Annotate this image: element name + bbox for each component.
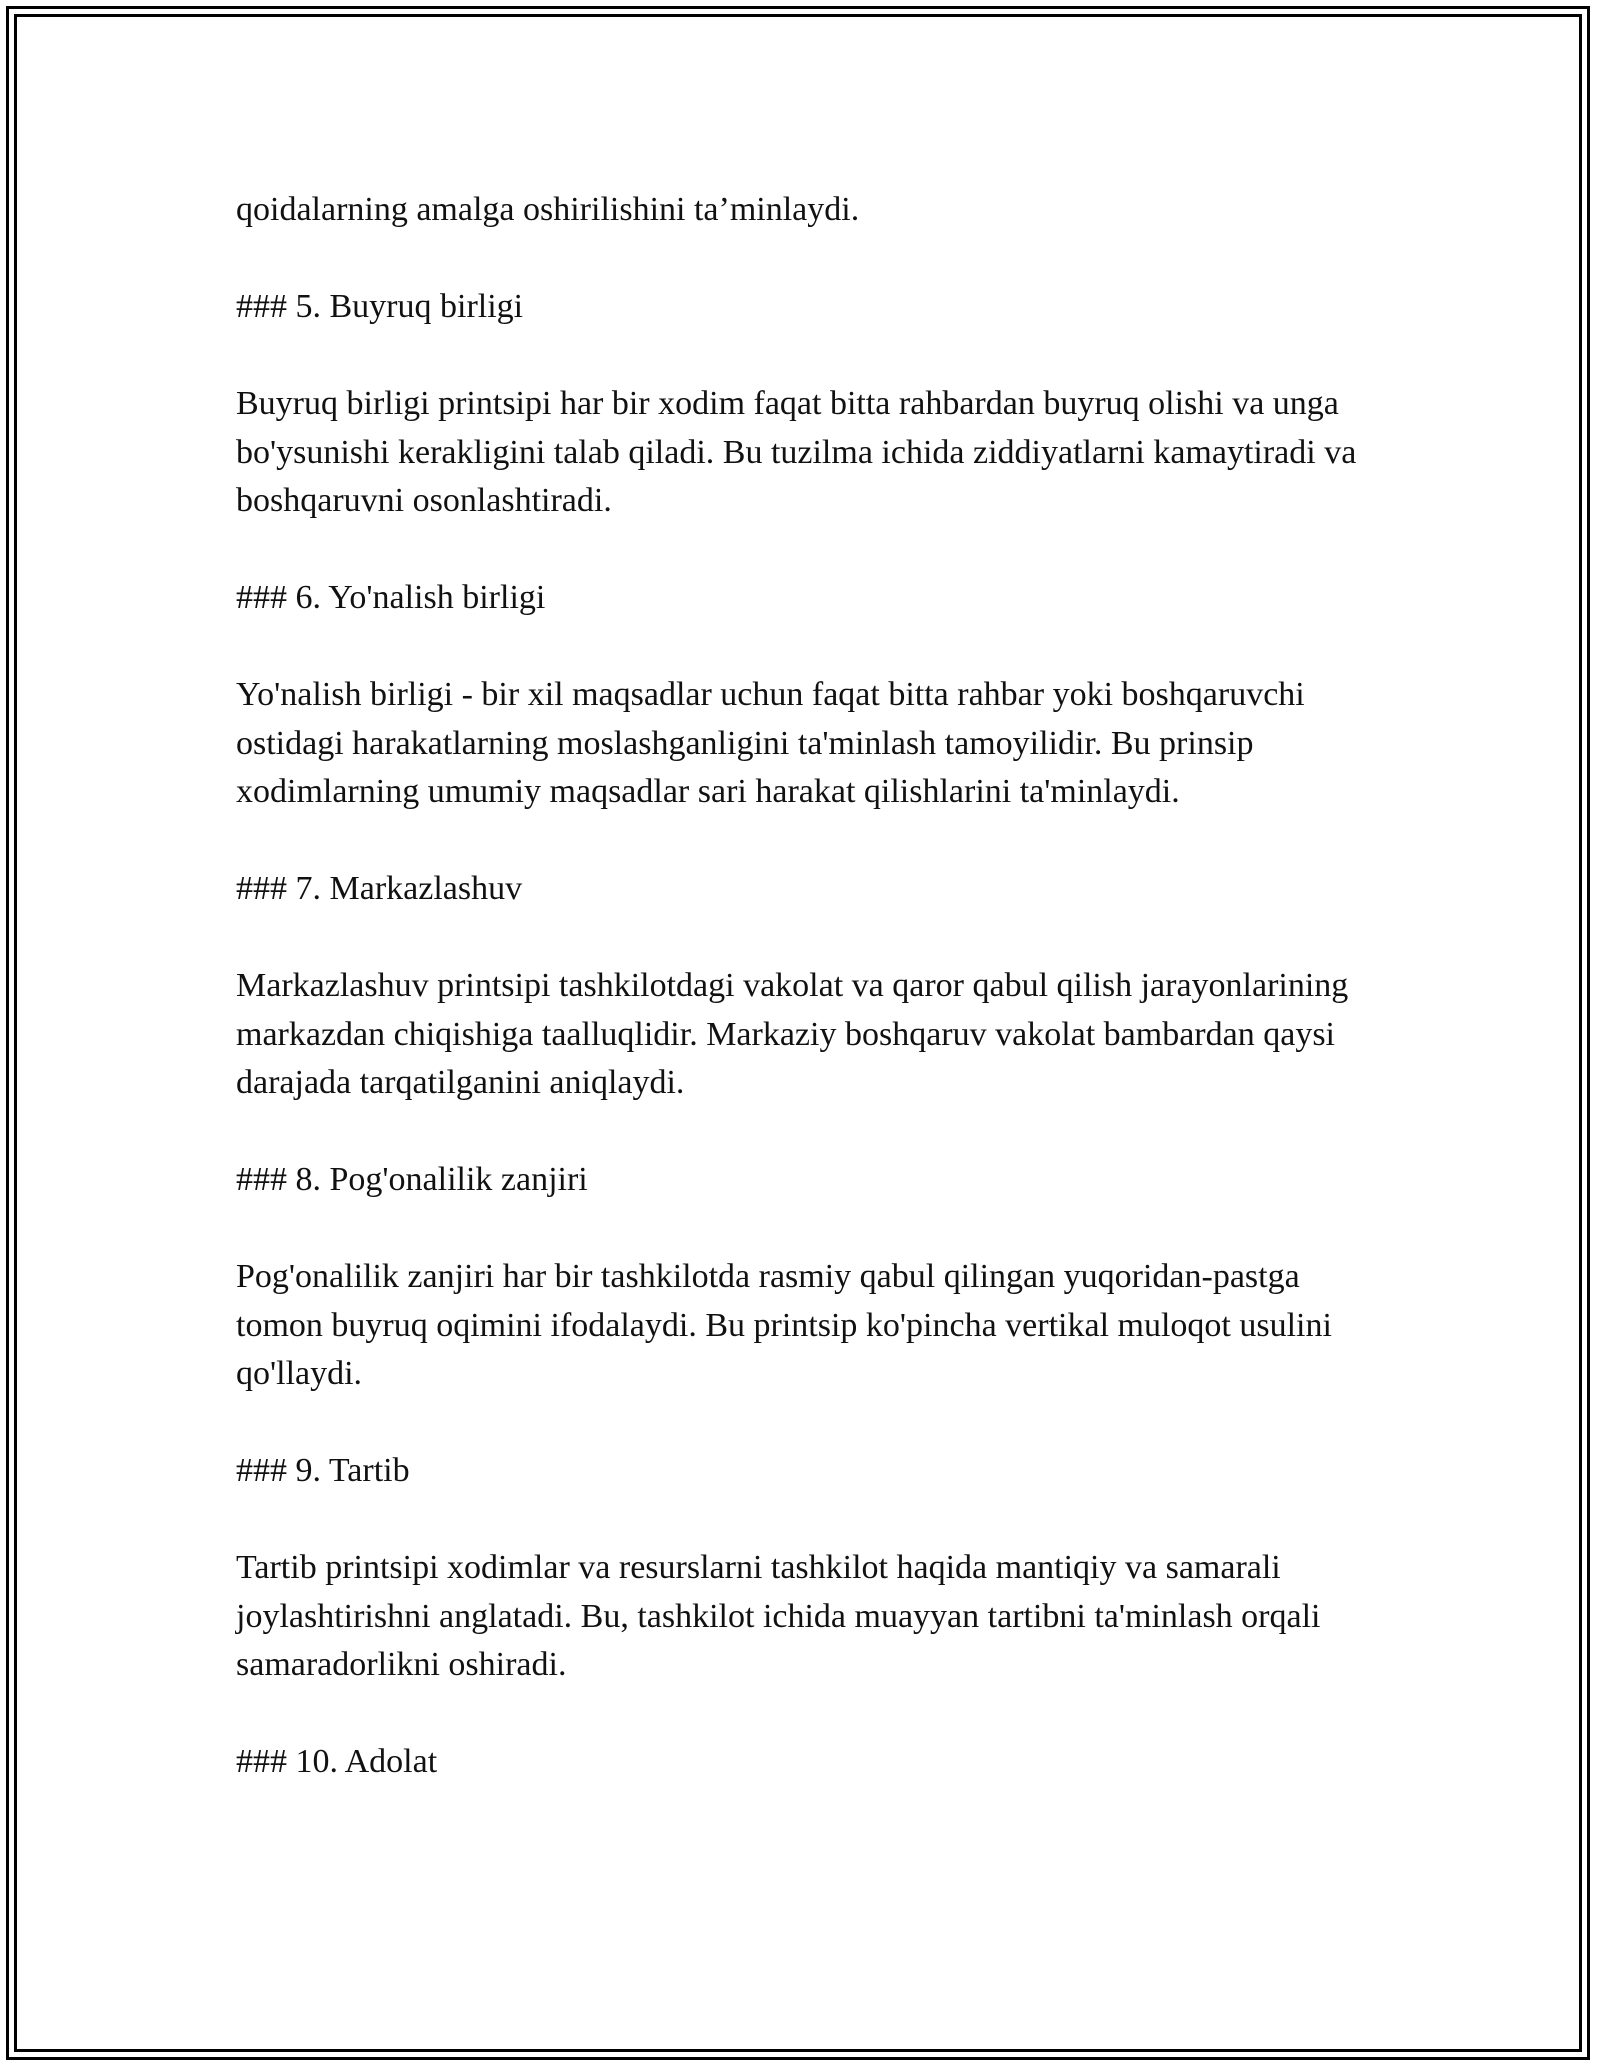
heading-buyruq-birligi: ### 5. Buyruq birligi bbox=[236, 288, 524, 325]
heading-pogonalilik-zanjiri: ### 8. Pog'onalilik zanjiri bbox=[236, 1161, 588, 1198]
paragraph-yonalish-birligi: Yo'nalish birligi - bir xil maqsadlar uchun faqat bitta rahbar yoki boshqaruvchi ostidagi harakatlarning moslashganligini ta'minlash tamoyilidir. Bu prinsip xodimlarning umumiy maqsadlar sari harakat qilishlarini ta'minlaydi. bbox=[236, 676, 1305, 810]
paragraph-intro-continuation: qoidalarning amalga oshirilishini ta’minlaydi. bbox=[236, 191, 860, 228]
paragraph-markazlashuv: Markazlashuv printsipi tashkilotdagi vakolat va qaror qabul qilish jarayonlarining markazdan chiqishiga taalluqlidir. Markaziy boshqaruv vakolat bambardan qaysi darajada tarqatilganini aniqlaydi. bbox=[236, 967, 1349, 1101]
paragraph-pogonalilik-zanjiri: Pog'onalilik zanjiri har bir tashkilotda rasmiy qabul qilingan yuqoridan-pastga tomon buyruq oqimini ifodalaydi. Bu printsip ko'pincha vertikal muloqot usulini qo'llaydi. bbox=[236, 1258, 1332, 1392]
heading-yonalish-birligi: ### 6. Yo'nalish birligi bbox=[236, 579, 546, 616]
heading-markazlashuv: ### 7. Markazlashuv bbox=[236, 870, 523, 907]
document-body bbox=[236, 186, 1376, 1787]
paragraph-buyruq-birligi: Buyruq birligi printsipi har bir xodim faqat bitta rahbardan buyruq olishi va unga bo'ysunishi kerakligini talab qiladi. Bu tuzilma ichida ziddiyatlarni kamaytiradi va boshqaruvni osonlashtiradi. bbox=[236, 385, 1357, 519]
heading-adolat: ### 10. Adolat bbox=[236, 1743, 438, 1780]
heading-tartib: ### 9. Tartib bbox=[236, 1452, 410, 1489]
paragraph-tartib: Tartib printsipi xodimlar va resurslarni tashkilot haqida mantiqiy va samarali joylashtirishni anglatadi. Bu, tashkilot ichida muayyan tartibni ta'minlash orqali samaradorlikni oshiradi. bbox=[236, 1549, 1321, 1683]
